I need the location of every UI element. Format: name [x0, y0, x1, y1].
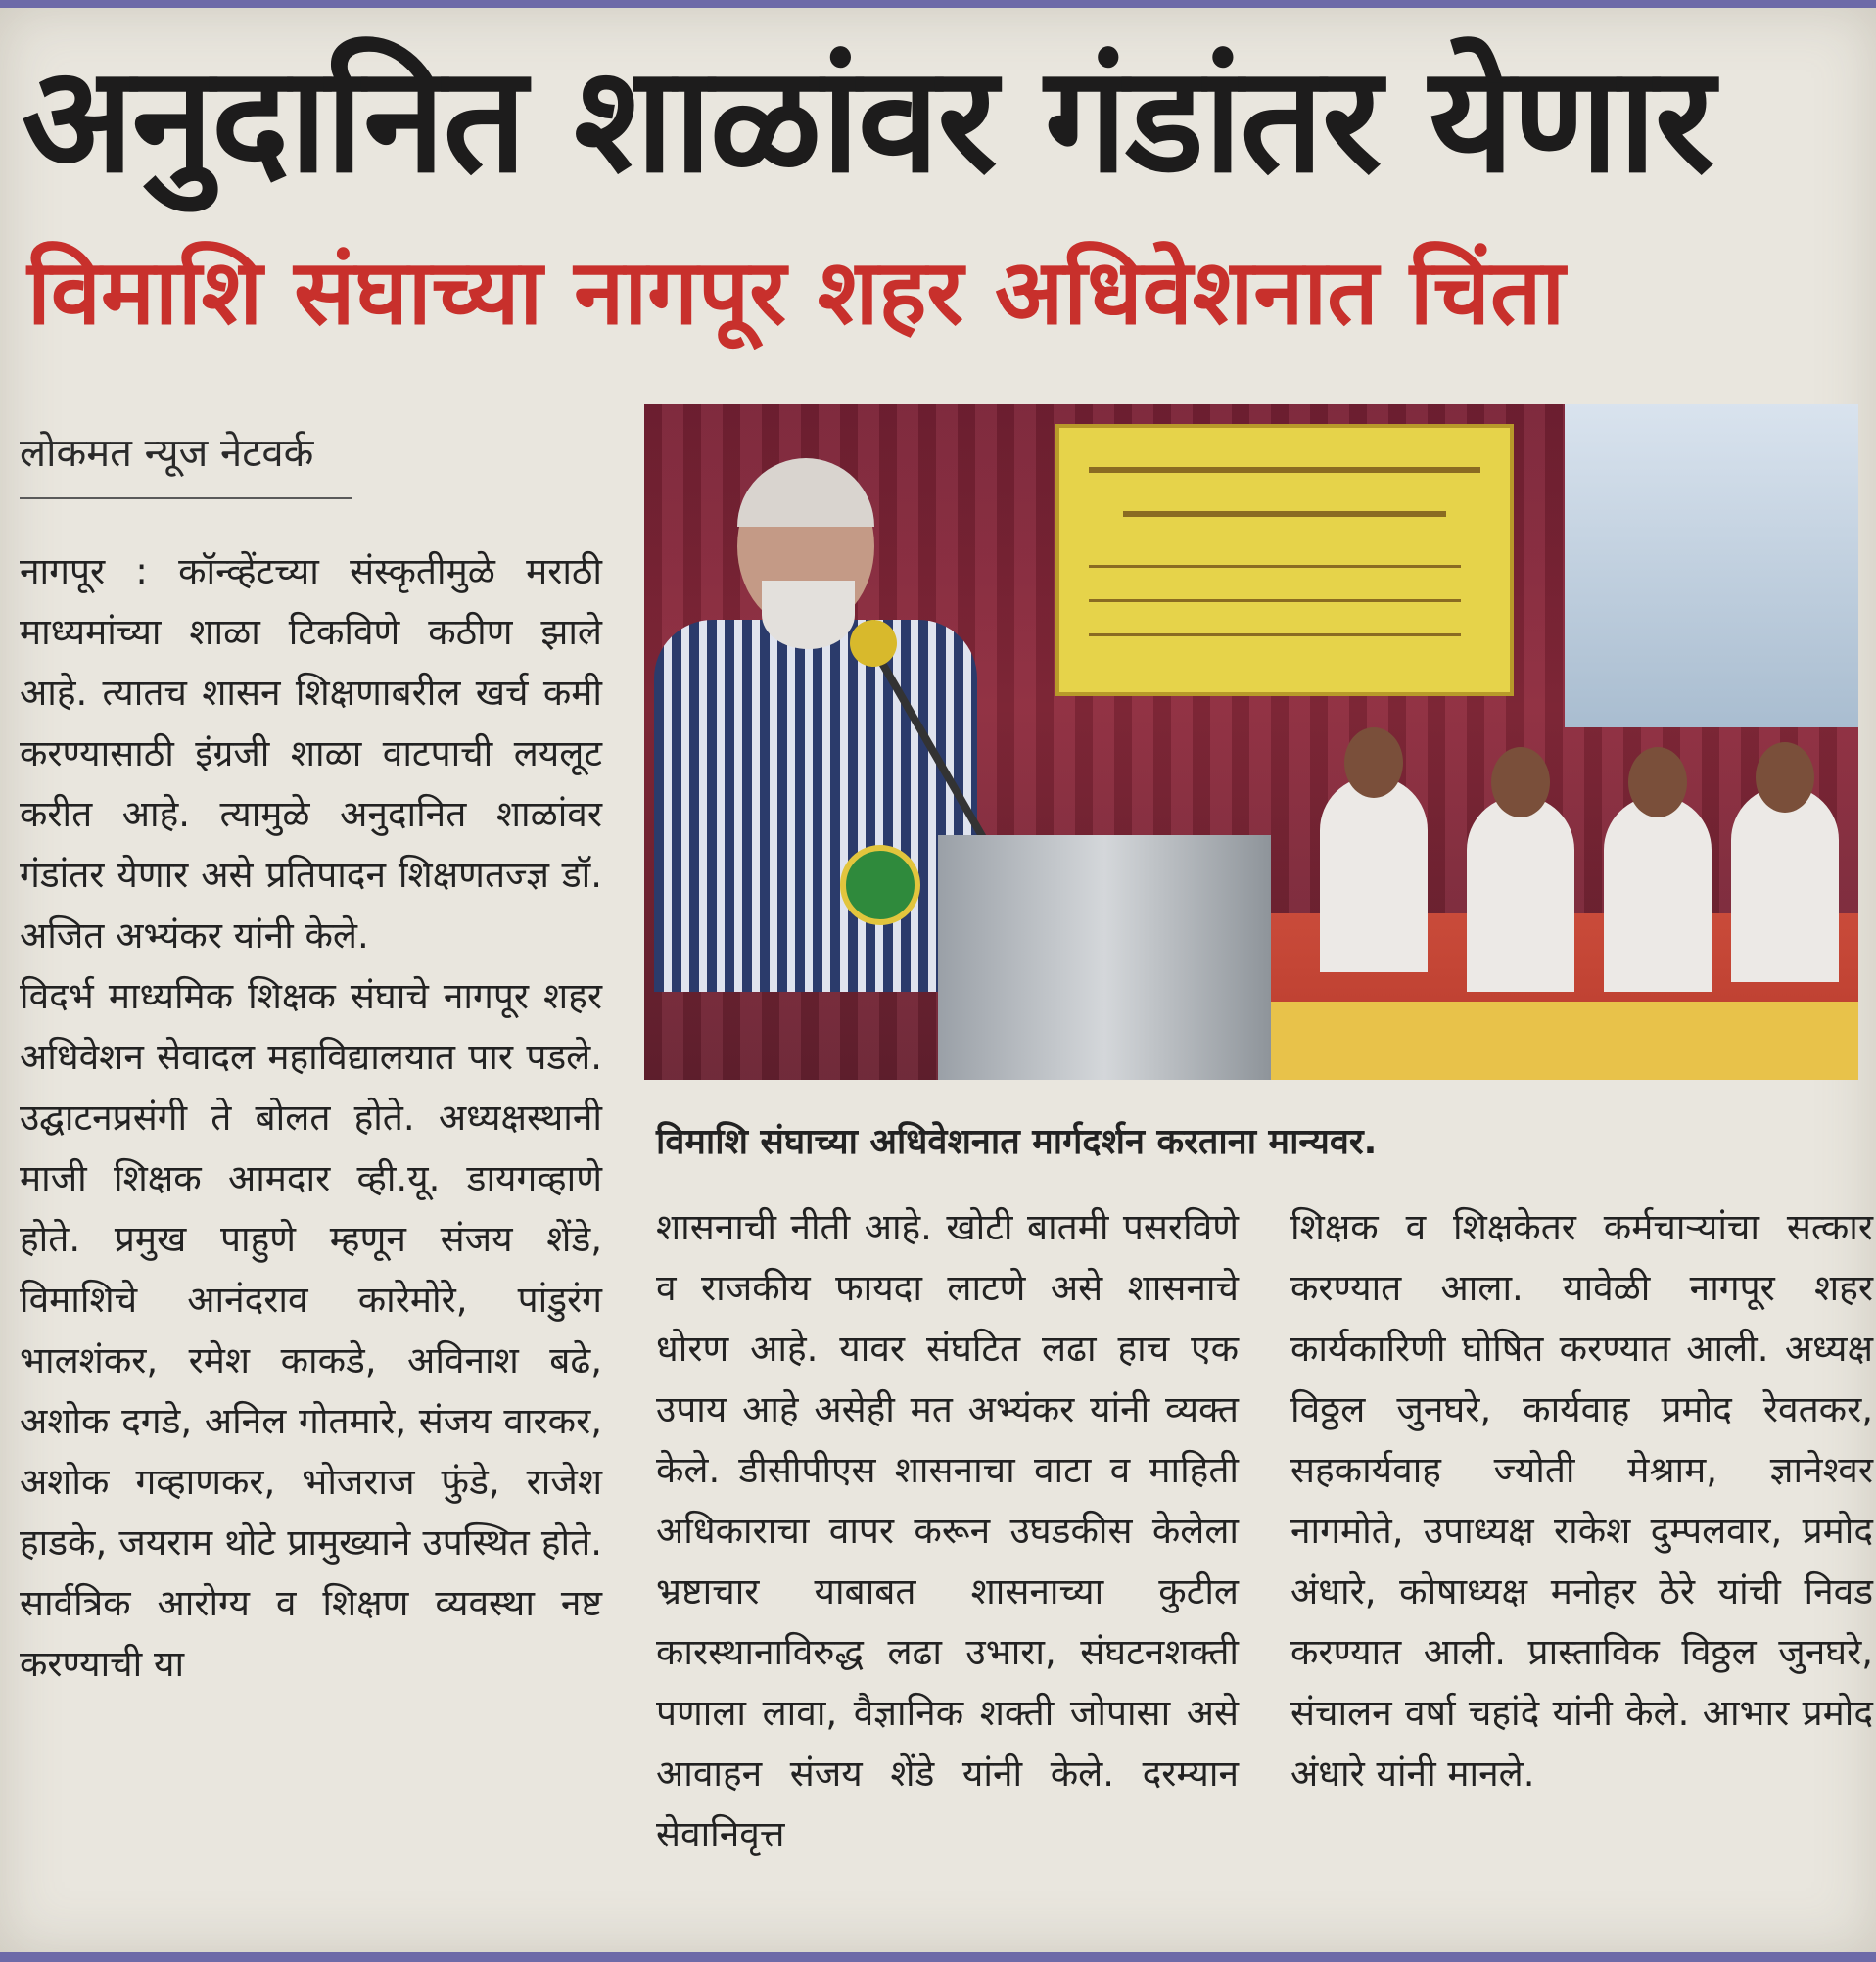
podium — [938, 835, 1271, 1080]
subheadline: विमाशि संघाच्या नागपूर शहर अधिवेशनात चिंता — [27, 240, 1566, 345]
microphone-icon — [850, 620, 897, 667]
event-photo — [644, 404, 1858, 1080]
emblem-icon — [840, 845, 920, 925]
article-column-3: शिक्षक व शिक्षकेतर कर्मचाऱ्यांचा सत्कार करण्यात आला. यावेळी नागपूर शहर कार्यकारिणी घोषित करण्यात आली. अध्यक्ष विठ्ठल जुनघरे, कार्यवाह प्रमोद रेवतकर, सहकार्यवाह ज्योती मेश्राम, ज्ञानेश्वर नागमोते, उपाध्यक्ष राकेश दुम्पलवार, प्रमोद अंधारे, कोषाध्यक्ष मनोहर ठेरे यांची निवड करण्यात आली. प्रास्ताविक विठ्ठल जुनघरे, संचालन वर्षा चहांदे यांनी केले. आभार प्रमोद अंधारे यांनी मानले. — [1290, 1206, 1873, 1795]
newspaper-clipping — [0, 8, 1876, 1952]
byline-divider — [20, 497, 352, 499]
event-banner — [1055, 424, 1514, 696]
article-column-1: नागपूर : कॉन्व्हेंटच्या संस्कृतीमुळे मराठी माध्यमांच्या शाळा टिकविणे कठीण झाले आहे. त्यातच शासन शिक्षणाबरील खर्च कमी करण्यासाठी इंग्रजी शाळा वाटपाची लयलूट करीत आहे. त्यामुळे अनुदानित शाळांवर गंडांतर येणार असे प्रतिपादन शिक्षणतज्ज्ञ डॉ. अजित अभ्यंकर यांनी केले. विदर्भ माध्यमिक शिक्षक संघाचे नागपूर शहर अधिवेशन सेवादल महाविद्यालयात पार पडले. उद्घाटनप्रसंगी ते बोलत होते. अध्यक्षस्थानी माजी शिक्षक आमदार व्ही.यू. डायगव्हाणे होते. प्रमुख पाहुणे म्हणून संजय शेंडे, विमाशिचे आनंदराव कारेमोरे, पांडुरंग भालशंकर, रमेश काकडे, अविनाश बढे, अशोक दगडे, अनिल गोतमारे, संजय वारकर, अशोक गव्हाणकर, भोजराज फुंडे, राजेश हाडके, जयराम थोटे प्रामुख्याने उपस्थित होते. सार्वत्रिक आरोग्य व शिक्षण व्यवस्था नष्ट करण्याची या — [20, 550, 602, 1685]
headline: अनुदानित शाळांवर गंडांतर येणार — [22, 35, 1713, 206]
window — [1565, 404, 1858, 727]
article-column-2: शासनाची नीती आहे. खोटी बातमी पसरविणे व राजकीय फायदा लाटणे असे शासनाचे धोरण आहे. यावर संघटित लढा हाच एक उपाय आहे असेही मत अभ्यंकर यांनी व्यक्त केले. डीसीपीएस शासनाचा वाटा व माहिती अधिकाराचा वापर करून उघडकीस केलेला भ्रष्टाचार याबाबत शासनाच्या कुटील कारस्थानाविरुद्ध लढा उभारा, संघटनशक्ती पणाला लावा, वैज्ञानिक शक्ती जोपासा असे आवाहन संजय शेंडे यांनी केले. दरम्यान सेवानिवृत्त — [656, 1206, 1239, 1855]
table-cloth — [1271, 1002, 1858, 1080]
photo-caption: विमाशि संघाच्या अधिवेशनात मार्गदर्शन करताना मान्यवर. — [656, 1122, 1378, 1162]
byline: लोकमत न्यूज नेटवर्क — [20, 431, 314, 476]
